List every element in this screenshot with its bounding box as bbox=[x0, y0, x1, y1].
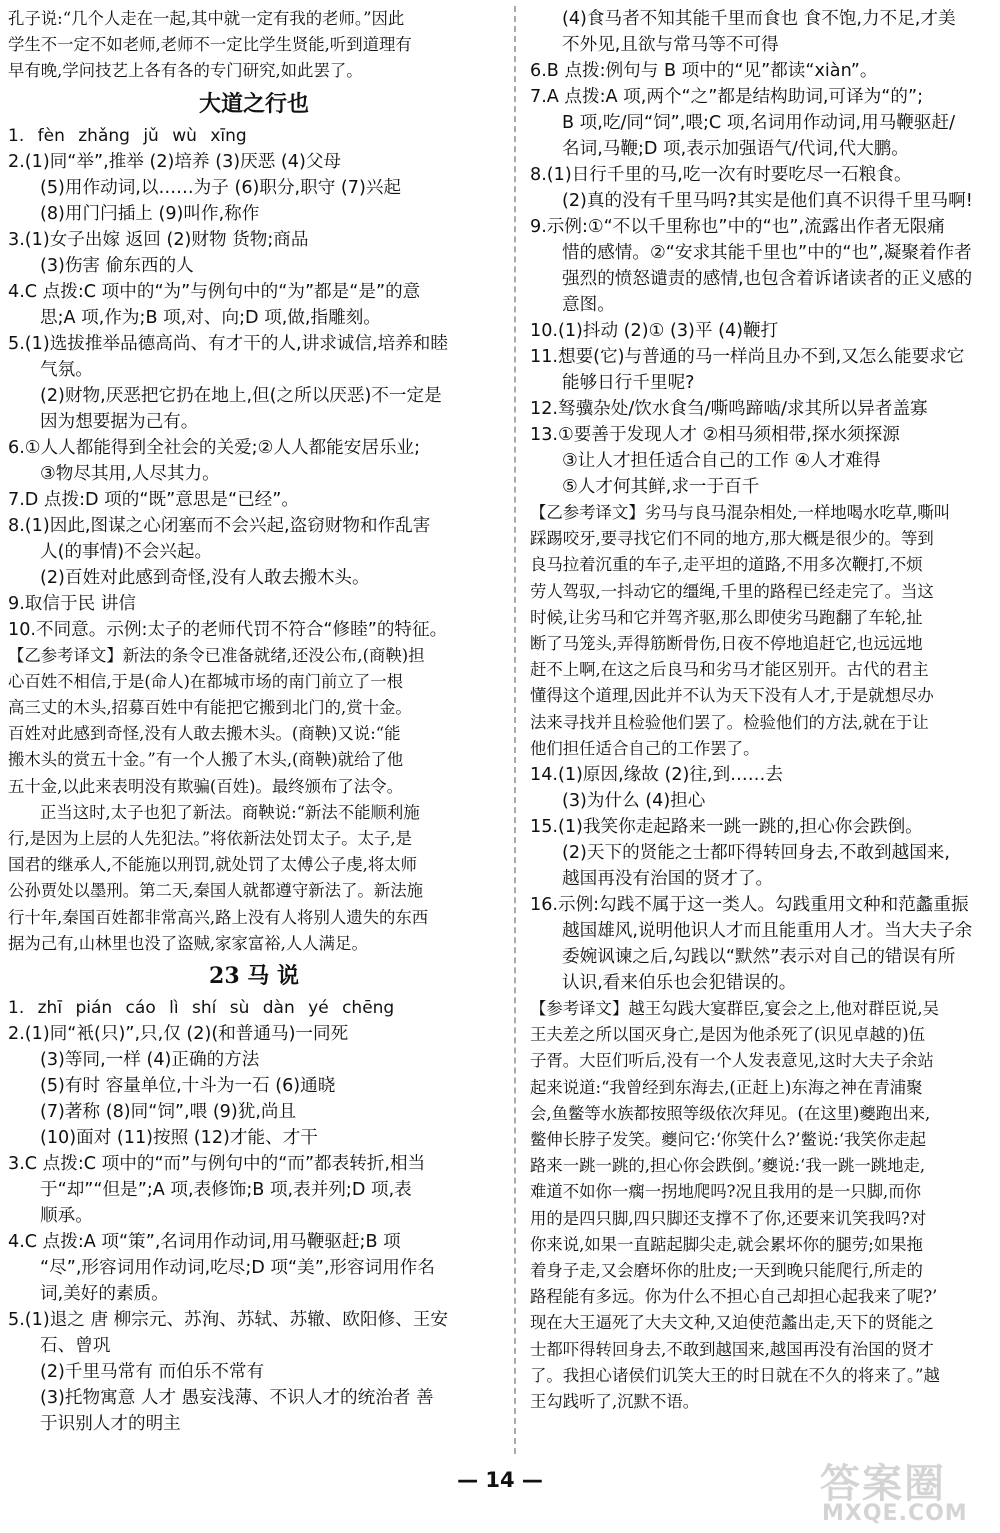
answer-line: 顺承。 bbox=[40, 1206, 93, 1227]
translation-line: 起来说道:“我曾经到东海去,(正赶上)东海之神在青浦聚 bbox=[530, 1077, 923, 1097]
pinyin-line: 1. zhī pián cáo lì shí sù dàn yé chēng bbox=[8, 998, 395, 1019]
answer-line: 10.不同意。示例:太子的老师代罚不符合“修睦”的特征。 bbox=[8, 619, 448, 640]
translation-line: 时候,让劣马和它并驾齐驱,那么即使劣马跑翻了车轮,扯 bbox=[530, 607, 923, 627]
left-column bbox=[8, 6, 500, 1437]
translation-line: 国君的继承人,不能施以刑罚,就处罚了太傅公子虔,将太师 bbox=[8, 855, 418, 875]
answer-line: 名词,马鞭;D 项,表示加强语气/代词,代大鹏。 bbox=[562, 139, 909, 159]
answer-line: 意图。 bbox=[562, 295, 615, 315]
answer-line: (2)真的没有千里马吗?其实是他们真不识得千里马啊! bbox=[562, 191, 973, 211]
translation-line: 高三丈的木头,招募百姓中有能把它搬到北门的,赏十金。 bbox=[8, 698, 412, 718]
translation-line: 断了马笼头,弄得筋断骨伤,日夜不停地追赶它,也远远地 bbox=[530, 634, 923, 654]
translation-line: 现在大王逼死了大夫文种,又迫使范蠡出走,天下的贤能之 bbox=[530, 1313, 934, 1333]
answer-line: ③让人才担任适合自己的工作 ④人才难得 bbox=[562, 451, 881, 471]
answer-line: 越国再没有治国的贤才了。 bbox=[562, 869, 774, 890]
translation-line: 难道不如你一瘸一拐地爬吗?况且我用的是一只脚,而你 bbox=[530, 1182, 921, 1202]
answer-line: 9.示例:①“不以千里称也”中的“也”,流露出作者无限痛 bbox=[530, 217, 945, 237]
translation-line: 法来寻找并且检验他们罢了。检验他们的方法,就在于让 bbox=[530, 712, 929, 732]
page-number: — 14 — bbox=[457, 1468, 543, 1492]
translation-line: 会,鱼鳖等水族都按照等级依次拜见。(在这里)夔跑出来, bbox=[530, 1103, 931, 1123]
answer-line: 4.C 点拨:A 项“策”,名词用作动词,用马鞭驱赶;B 项 bbox=[8, 1232, 401, 1253]
answer-line: (8)用门闩插上 (9)叫作,称作 bbox=[40, 203, 260, 224]
answer-line: 越国雄风,说明他识人才而且能重用人才。当大夫子余 bbox=[562, 921, 973, 942]
translation-line: 孔子说:“几个人走在一起,其中就一定有我的老师。”因此 bbox=[8, 9, 405, 28]
watermark-url: MXQE.COM bbox=[822, 1501, 968, 1526]
translation-line: 赶不上啊,在这之后良马和劣马才能区别开。古代的君主 bbox=[530, 660, 929, 680]
translation-line: 早有晚,学问技艺上各有各的专门研究,如此罢了。 bbox=[8, 61, 363, 81]
answer-line: 4.C 点拨:C 项中的“为”与例句中的“为”都是“是”的意 bbox=[8, 281, 421, 302]
answer-line: “尽”,形容词用作动词,吃尽;D 项“美”,形容词用作名 bbox=[40, 1258, 435, 1279]
answer-line: 惜的感情。②“安求其能千里也”中的“也”,凝聚着作者 bbox=[562, 243, 972, 263]
translation-line: 他们担任适合自己的工作罢了。 bbox=[530, 738, 760, 758]
translation-line: 王夫差之所以国灭身亡,是因为他杀死了(识见卓越的)伍 bbox=[530, 1025, 925, 1045]
translation-line: 用的是四只脚,四只脚还支撑不了你,还要来讥笑我吗?对 bbox=[530, 1208, 927, 1228]
translation-line: 百姓对此感到奇怪,没有人敢去搬木头。(商鞅)又说:“能 bbox=[8, 724, 401, 744]
answer-line: 2.(1)同“衹(只)”,只,仅 (2)(和普通马)一同死 bbox=[8, 1024, 349, 1045]
answer-line: 6.B 点拨:例句与 B 项中的“见”都读“xiàn”。 bbox=[530, 61, 878, 81]
answer-line: (3)托物寓意 人才 愚妄浅薄、不识人才的统治者 善 bbox=[40, 1388, 434, 1409]
answer-line: B 项,吃/同“饲”,喂;C 项,名词用作动词,用马鞭驱赶/ bbox=[562, 113, 956, 133]
answer-line: (2)财物,厌恶把它扔在地上,但(之所以厌恶)不一定是 bbox=[40, 385, 442, 406]
answer-line: 5.(1)退之 唐 柳宗元、苏洵、苏轼、苏辙、欧阳修、王安 bbox=[8, 1310, 448, 1331]
answer-line: 人(的事情)不会兴起。 bbox=[40, 541, 213, 562]
answer-line: (2)天下的贤能之士都吓得转回身去,不敢到越国来, bbox=[562, 843, 950, 864]
answer-line: 10.(1)抖动 (2)① (3)平 (4)鞭打 bbox=[530, 321, 779, 341]
answer-line: 词,美好的素质。 bbox=[40, 1284, 169, 1305]
translation-line: 学生不一定不如老师,老师不一定比学生贤能,听到道理有 bbox=[8, 35, 412, 55]
answer-line: 15.(1)我笑你走起路来一跳一跳的,担心你会跌倒。 bbox=[530, 817, 923, 838]
answer-line: 石、曾巩 bbox=[40, 1336, 111, 1357]
translation-line: 了。我担心诸侯们讥笑大王的时日就在不久的将来了。”越 bbox=[530, 1365, 940, 1385]
answer-line: (7)著称 (8)同“饲”,喂 (9)犹,尚且 bbox=[40, 1102, 297, 1123]
answer-line: 委婉讽谏之后,勾践以“默然”表示对自己的错误有所 bbox=[562, 947, 956, 968]
section-title: 大道之行也 bbox=[198, 90, 309, 117]
translation-line: 【乙参考译文】新法的条令已准备就绪,还没公布,(商鞅)担 bbox=[8, 645, 425, 665]
answer-line: 9.取信于民 讲信 bbox=[8, 593, 136, 614]
translation-line: 王勾践听了,沉默不语。 bbox=[530, 1392, 700, 1412]
answer-line: 不外见,且欲与常马等不可得 bbox=[562, 35, 779, 55]
answer-line: (2)千里马常有 而伯乐不常有 bbox=[40, 1362, 265, 1383]
watermark bbox=[820, 1462, 996, 1528]
section-title: 23 马 说 bbox=[209, 963, 299, 990]
answer-line: 8.(1)因此,图谋之心闭塞而不会兴起,盗窃财物和作乱害 bbox=[8, 515, 431, 536]
translation-line: 路程能有多远。你为什么不担心自己却担心起我来了呢?’ bbox=[530, 1287, 938, 1307]
answer-line: ⑤人才何其鲜,求一于百千 bbox=[562, 477, 760, 497]
column-divider bbox=[514, 6, 516, 1454]
answer-line: 因为想要据为己有。 bbox=[40, 411, 199, 432]
answer-line: 气氛。 bbox=[40, 359, 93, 380]
answer-line: (3)等同,一样 (4)正确的方法 bbox=[40, 1050, 260, 1071]
translation-line: 踩踢咬牙,要寻找它们不同的地方,那大概是很少的。等到 bbox=[530, 529, 934, 549]
answer-line: (5)有时 容量单位,十斗为一石 (6)通晓 bbox=[40, 1076, 336, 1097]
answer-line: 7.A 点拨:A 项,两个“之”都是结构助词,可译为“的”; bbox=[530, 87, 924, 107]
answer-line: 6.①人人都能得到全社会的关爱;②人人都能安居乐业; bbox=[8, 437, 421, 458]
answer-line: 2.(1)同“举”,推举 (2)培养 (3)厌恶 (4)父母 bbox=[8, 151, 342, 172]
answer-line: 11.想要(它)与普通的马一样尚且办不到,又怎么能要求它 bbox=[530, 347, 965, 367]
answer-line: (4)食马者不知其能千里而食也 食不饱,力不足,才美 bbox=[562, 9, 956, 29]
translation-line: 行十年,秦国百姓都非常高兴,路上没有人将别人遗失的东西 bbox=[8, 907, 429, 927]
pinyin-line: 1. fèn zhǎng jǔ wù xīng bbox=[8, 125, 247, 146]
answer-line: (2)百姓对此感到奇怪,没有人敢去搬木头。 bbox=[40, 567, 370, 588]
answer-line: 8.(1)日行千里的马,吃一次有时要吃尽一石粮食。 bbox=[530, 165, 912, 185]
translation-line: 劳人驾驭,一抖动它的缰绳,千里的路程已经走完了。当这 bbox=[530, 581, 934, 601]
answer-line: (5)用作动词,以……为子 (6)职分,职守 (7)兴起 bbox=[40, 177, 402, 198]
translation-line: 士都吓得转回身去,不敢到越国来,越国再没有治国的贤才 bbox=[530, 1339, 934, 1359]
answer-line: (10)面对 (11)按照 (12)才能、才干 bbox=[40, 1128, 318, 1149]
answer-line: 16.示例:勾践不属于这一类人。勾践重用文种和范蠡重振 bbox=[530, 895, 969, 916]
translation-line: 良马拉着沉重的车子,走平坦的道路,不用多次鞭打,不烦 bbox=[530, 555, 923, 575]
answer-line: 认识,看来伯乐也会犯错误的。 bbox=[562, 973, 797, 994]
answer-line: 14.(1)原因,缘故 (2)往,到……去 bbox=[530, 765, 783, 786]
translation-line: 正当这时,太子也犯了新法。商鞅说:“新法不能顺利施 bbox=[40, 802, 420, 822]
translation-line: 路来一跳一跳的,担心你会跌倒。’夔说:‘我一跳一跳地走, bbox=[530, 1156, 926, 1176]
translation-line: 懂得这个道理,因此并不认为天下没有人才,于是就想尽办 bbox=[530, 686, 934, 706]
translation-line: 公孙贾处以墨刑。第二天,秦国人就都遵守新法了。新法施 bbox=[8, 881, 423, 901]
translation-line: 行,是因为上层的人先犯法。”将依新法处罚太子。太子,是 bbox=[8, 829, 412, 849]
translation-line: 鳖伸长脖子发笑。夔问它:‘你笑什么?’鳖说:‘我笑你走起 bbox=[530, 1130, 927, 1150]
translation-line: 子胥。大臣们听后,没有一个人发表意见,这时大夫子余站 bbox=[530, 1051, 934, 1071]
watermark-logo: 答案圈 bbox=[820, 1460, 946, 1507]
answer-line: (3)为什么 (4)担心 bbox=[562, 791, 706, 812]
answer-line: 强烈的愤怒谴责的感情,也包含着诉诸读者的正义感的 bbox=[562, 269, 973, 289]
answer-line: ③物尽其用,人尽其力。 bbox=[40, 463, 220, 484]
translation-line: 搬木头的赏五十金。”有一个人搬了木头,(商鞅)就给了他 bbox=[8, 750, 404, 770]
right-column bbox=[530, 6, 996, 1415]
translation-line: 据为己有,山林里也没了盗贼,家家富裕,人人满足。 bbox=[8, 933, 368, 953]
answer-line: 能够日行千里呢? bbox=[562, 373, 695, 393]
answer-line: 于识别人才的明主 bbox=[40, 1414, 181, 1435]
answer-line: 7.D 点拨:D 项的“既”意思是“已经”。 bbox=[8, 489, 299, 510]
translation-line: 【参考译文】越王勾践大宴群臣,宴会之上,他对群臣说,吴 bbox=[530, 999, 940, 1019]
translation-line: 【乙参考译文】劣马与良马混杂相处,一样地喝水吃草,嘶叫 bbox=[530, 503, 951, 522]
translation-line: 你来说,如果一直踮起脚尖走,就会累坏你的腿劳;如果拖 bbox=[530, 1234, 923, 1254]
answer-line: 思;A 项,作为;B 项,对、向;D 项,做,指雕刻。 bbox=[40, 307, 381, 328]
answer-line: 13.①要善于发现人才 ②相马须相带,探水须探源 bbox=[530, 425, 900, 445]
answer-line: 5.(1)选拔推举品德高尚、有才干的人,讲求诚信,培养和睦 bbox=[8, 333, 448, 354]
translation-line: 心百姓不相信,于是(命人)在都城市场的南门前立了一根 bbox=[8, 671, 403, 691]
translation-line: 五十金,以此来表明没有欺骗(百姓)。最终颁布了法令。 bbox=[8, 776, 403, 796]
answer-line: 3.C 点拨:C 项中的“而”与例句中的“而”都表转折,相当 bbox=[8, 1154, 426, 1175]
answer-line: 3.(1)女子出嫁 返回 (2)财物 货物;商品 bbox=[8, 229, 309, 250]
translation-line: 着身子走,又会磨坏你的肚皮;一天到晚只能爬行,所走的 bbox=[530, 1261, 923, 1281]
answer-line: (3)伤害 偷东西的人 bbox=[40, 255, 194, 276]
answer-line: 于“却”“但是”;A 项,表修饰;B 项,表并列;D 项,表 bbox=[40, 1180, 412, 1201]
answer-line: 12.驽骥杂处/饮水食刍/嘶鸣蹄啮/求其所以异者盖寡 bbox=[530, 399, 928, 419]
